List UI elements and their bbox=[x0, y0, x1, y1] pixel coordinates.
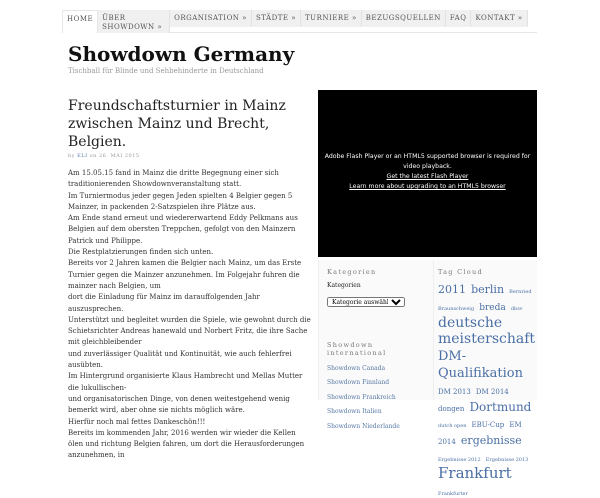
nav-kontakt[interactable]: KONTAKT » bbox=[471, 10, 527, 27]
sidebar bbox=[318, 260, 537, 497]
intl-heading: Showdown international bbox=[327, 341, 387, 357]
tag-link[interactable]: Ergebnisse 2012 bbox=[438, 456, 481, 463]
tag-cloud-heading: Tag Cloud bbox=[438, 268, 483, 276]
site-tagline: Tischball für Blinde und Sehbehinderte in Deutschland bbox=[68, 67, 264, 75]
tag-link[interactable]: EBU-Cup bbox=[471, 421, 505, 430]
nav-home[interactable]: HOME bbox=[62, 10, 98, 33]
nav-faq[interactable]: FAQ bbox=[446, 10, 472, 27]
tag-link[interactable]: dutch open bbox=[438, 423, 467, 430]
kategorien-label: Kategorien bbox=[327, 282, 361, 289]
intl-link[interactable]: Showdown Niederlande bbox=[327, 422, 400, 430]
tag-link[interactable]: EM 2014 bbox=[438, 421, 522, 447]
html5-browser-link[interactable]: Learn more about upgrading to an HTML5 browser bbox=[349, 183, 506, 190]
tag-link[interactable]: breda bbox=[479, 302, 506, 313]
main-nav bbox=[62, 10, 537, 33]
tag-link[interactable]: dbsv bbox=[510, 305, 523, 312]
post-paragraph: Im Turniermodus jeder gegen Jeden spielten 4 Belgier gegen 5 Mainzer, in packenden 2-Satzspielen ihre Plätze aus. bbox=[68, 191, 293, 211]
tag-link[interactable]: Ergebnisse 2013 bbox=[485, 456, 529, 463]
nav-organisation[interactable]: ORGANISATION » bbox=[170, 10, 252, 27]
video-player[interactable] bbox=[318, 90, 537, 257]
post-title[interactable]: Freundschaftsturnier in Mainz zwischen Mainz und Brecht, Belgien. bbox=[68, 98, 286, 150]
post-paragraph: Am 15.05.15 fand in Mainz die dritte Begegnung einer sich traditionierenden Showdownveranstaltung statt. bbox=[68, 169, 279, 189]
tag-link[interactable]: berlin bbox=[471, 283, 505, 296]
tag-link[interactable]: DM-Qualifikation bbox=[438, 349, 523, 381]
kategorie-select[interactable] bbox=[327, 297, 405, 307]
tag-link[interactable]: 2011 bbox=[438, 283, 466, 296]
tag-link[interactable]: ergebnisse bbox=[460, 434, 522, 448]
nav-ueber-showdown[interactable]: ÜBER SHOWDOWN » bbox=[98, 10, 170, 33]
tag-link[interactable]: Dortmund bbox=[469, 399, 532, 414]
post-paragraph: Bereits im kommenden Jahr, 2016 werden wir wieder die Kellen ölen und richtung Belgien fahren, um dort die Herausforderungen anzunehmen, in bbox=[68, 428, 305, 460]
tag-link[interactable]: dongen bbox=[438, 404, 465, 413]
kategorien-heading: Kategorien bbox=[327, 268, 377, 276]
tag-link[interactable]: Frankfurter bbox=[438, 490, 468, 497]
tag-link[interactable]: DM 2014 bbox=[475, 387, 509, 396]
post-paragraph: Bereits vor 2 Jahren kamen die Belgier nach Mainz, um das Erste Turnier gegen die Mainzer anzunehmen. Im Folgejahr fuhren die mainzer nach Belgien, um bbox=[68, 259, 302, 290]
nav-bezugsquellen[interactable]: BEZUGSQUELLEN bbox=[362, 10, 446, 27]
intl-link[interactable]: Showdown Finnland bbox=[327, 379, 390, 386]
post-paragraph: Am Ende stand erneut und wiedererwartend Eddy Pelkmans aus Belgien auf dem obersten Treppchen, gefolgt von den Mainzern Patrick und Philippe. bbox=[68, 214, 298, 245]
post-author[interactable]: ELI bbox=[77, 153, 88, 159]
post-paragraph: Hierfür noch mal fettes Dankeschön!!! bbox=[68, 417, 206, 426]
tag-link[interactable]: Bernried bbox=[509, 289, 532, 295]
intl-link[interactable]: Showdown Italien bbox=[327, 408, 382, 415]
tag-link[interactable]: Frankfurt bbox=[438, 463, 512, 482]
post-paragraph: Die Restplatzierungen finden sich unten. bbox=[68, 248, 214, 257]
tag-link[interactable]: DM 2013 bbox=[438, 387, 471, 396]
tag-cloud bbox=[438, 280, 538, 498]
post-paragraph: dort die Einladung für Mainz im darauffolgenden Jahr auszusprechen. bbox=[68, 293, 260, 313]
post-paragraph: und organisatorischen Dinge, von denen weitestgehend wenig bemerkt wird, aber ohne sie nichts möglich wäre. bbox=[68, 394, 290, 415]
video-message: Adobe Flash Player or an HTML5 supported browser is required for video playback. bbox=[324, 153, 531, 170]
post-body bbox=[68, 168, 312, 462]
post-paragraph: und zuverlässiger Qualität und Kontinuität, wie auch fehlerfrei ausübten. bbox=[68, 349, 292, 370]
post-date: on 26. MAI 2015 bbox=[89, 153, 140, 159]
post-meta bbox=[68, 153, 312, 159]
post-paragraph: Im Hintergrund organisierte Klaus Hambrecht und Mellas Mutter die lukullischen- bbox=[68, 372, 303, 392]
post bbox=[68, 97, 312, 462]
flash-player-link[interactable]: Get the latest Flash Player bbox=[386, 173, 469, 180]
meta-by: by bbox=[68, 153, 76, 159]
nav-staedte[interactable]: STÄDTE » bbox=[252, 10, 301, 27]
post-paragraph: Unterstützt und begleitet wurden die Spiele, wie gewohnt durch die Schietsrichter Andreas hanewald und Norbert Fritz, die ihre Sache mit gleichbleibender bbox=[68, 315, 311, 347]
intl-link[interactable]: Showdown Canada bbox=[327, 364, 386, 372]
site-title[interactable]: Showdown Germany bbox=[68, 42, 295, 66]
tag-link[interactable]: deutsche meisterschaft bbox=[438, 314, 536, 348]
nav-turniere[interactable]: TURNIERE » bbox=[301, 10, 362, 27]
intl-link[interactable]: Showdown Frankreich bbox=[327, 393, 396, 401]
tag-link[interactable]: Braunschweig bbox=[438, 305, 475, 312]
